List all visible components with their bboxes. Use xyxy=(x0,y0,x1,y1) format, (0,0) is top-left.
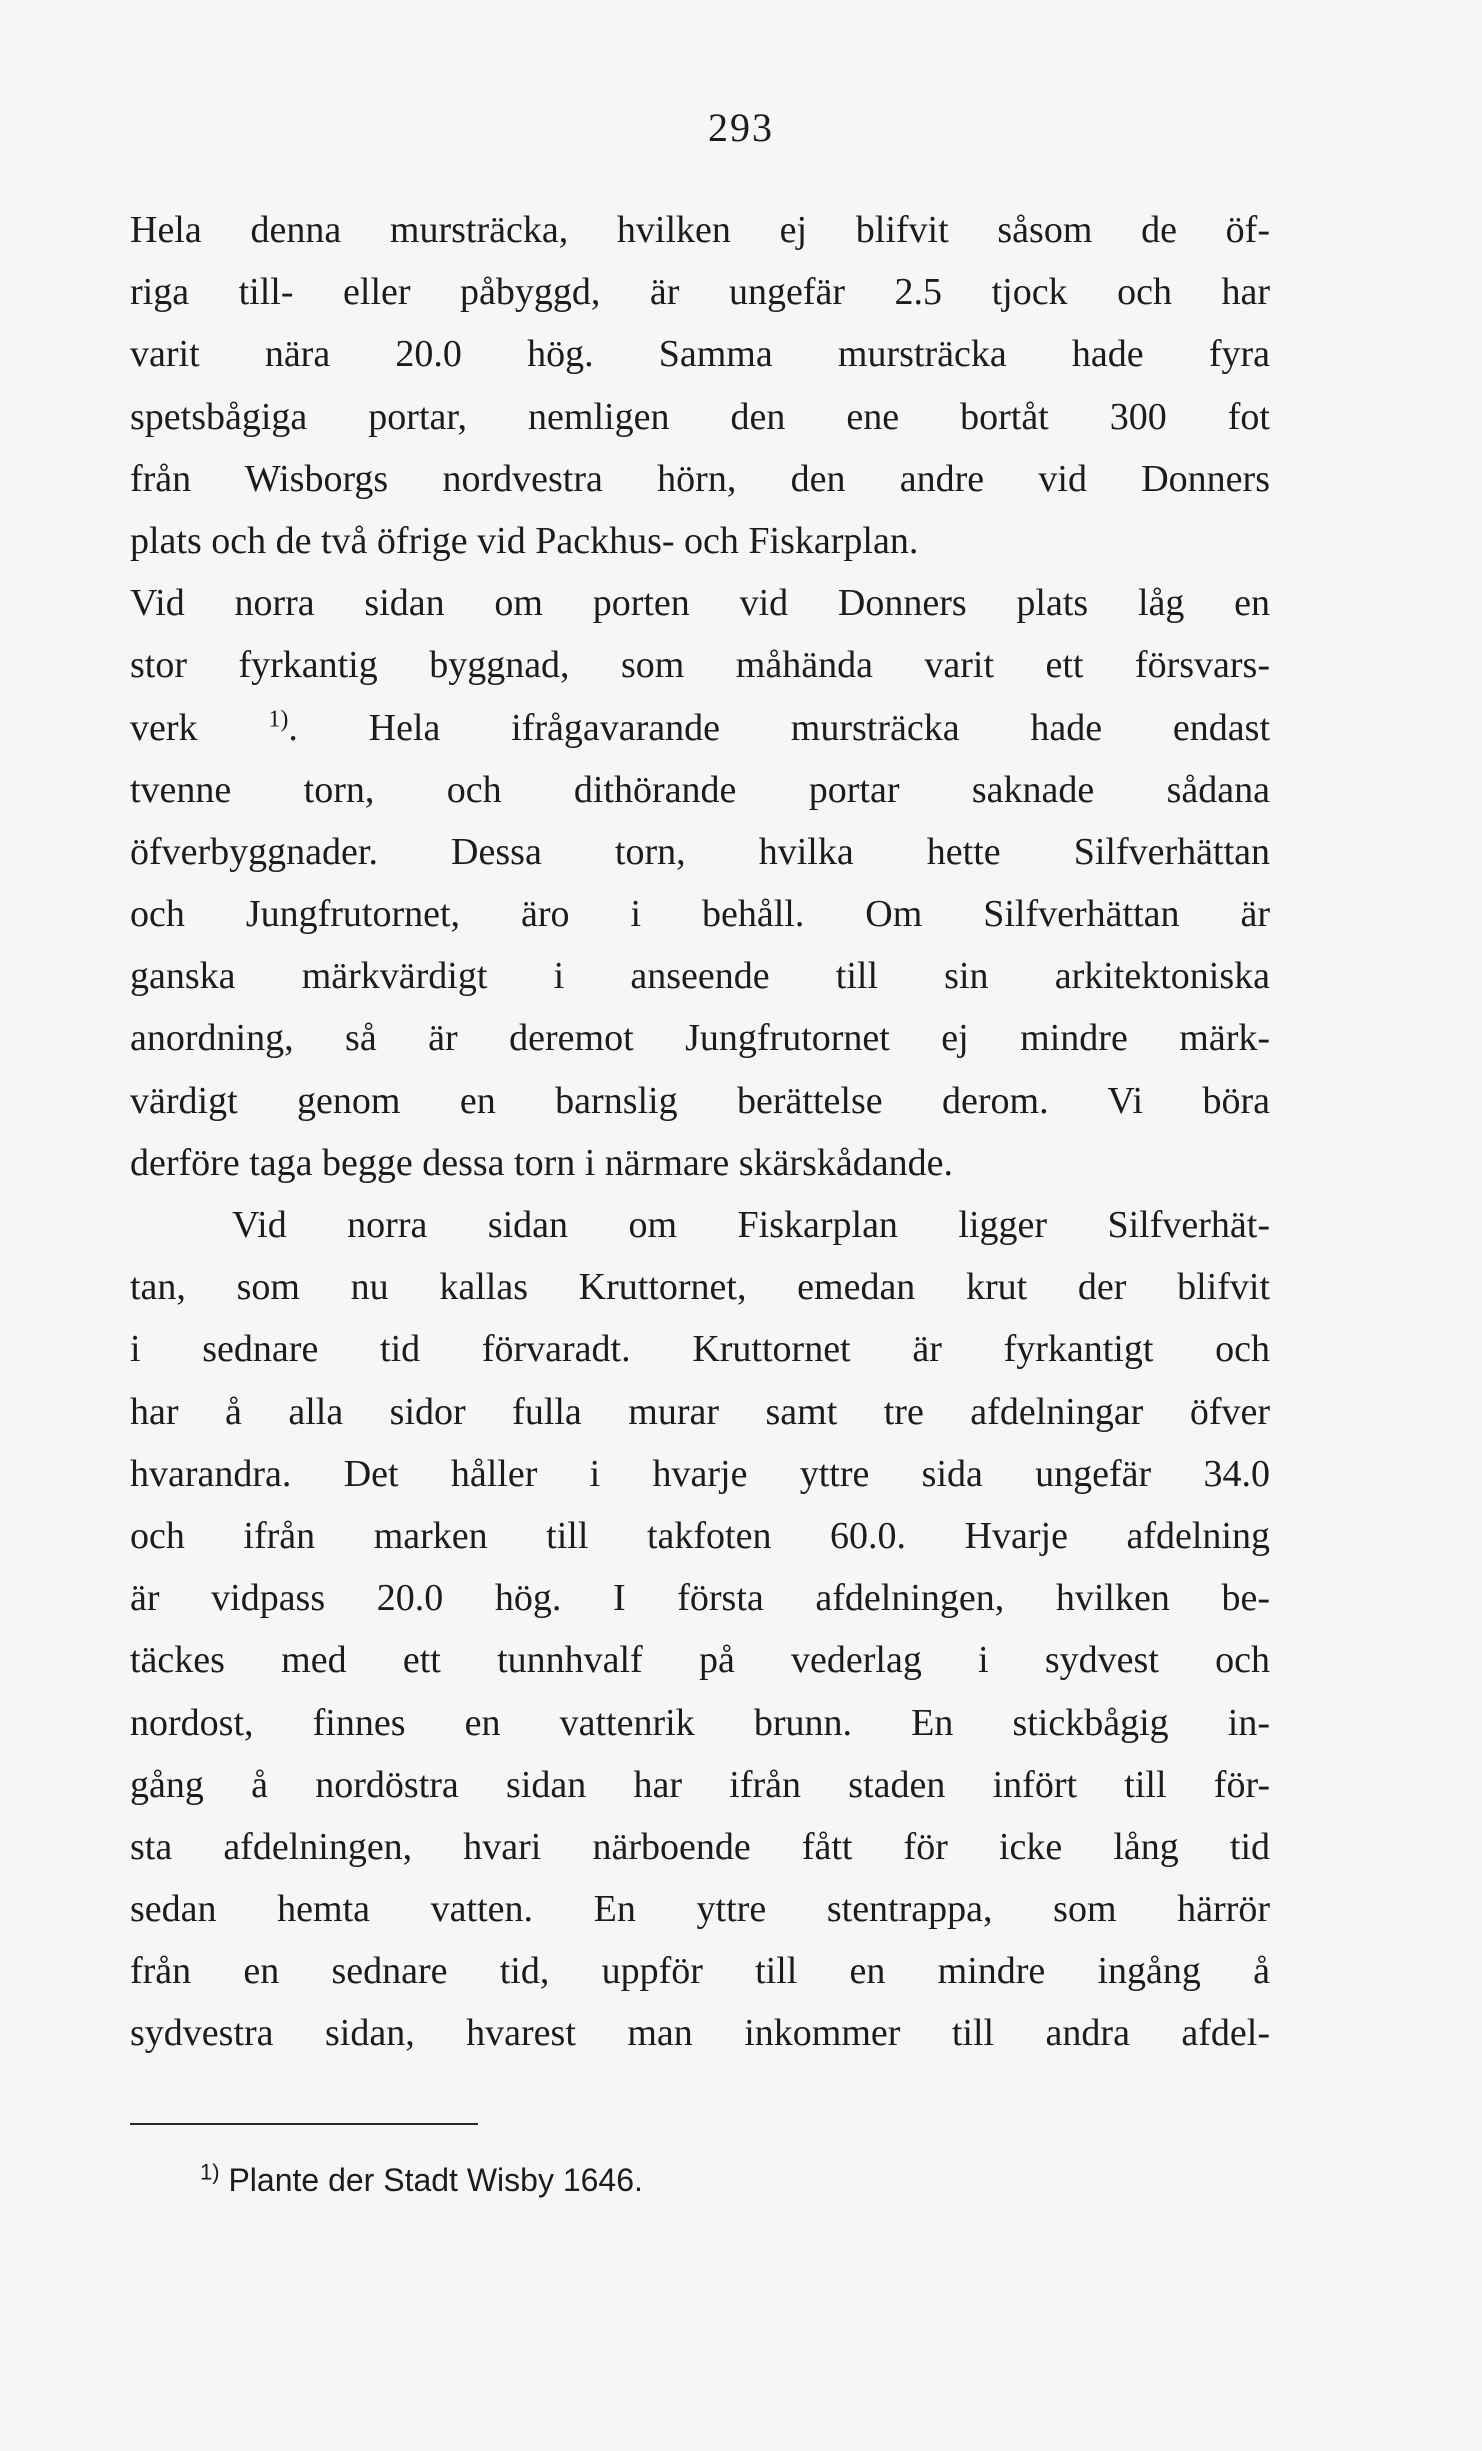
footnote-divider xyxy=(130,2123,478,2125)
text-line: hvarandra. Det håller i hvarje yttre sida ungefär 34.0 xyxy=(130,1452,1270,1495)
text-line: täckes med ett tunnhvalf på vederlag i sydvest och xyxy=(130,1639,1270,1682)
text-line: nordost, finnes en vattenrik brunn. En stickbågig in- xyxy=(130,1701,1270,1744)
text-line: sta afdelningen, hvari närboende fått för icke lång tid xyxy=(130,1825,1270,1868)
text-line: stor fyrkantig byggnad, som måhända varit ett försvars- xyxy=(130,644,1270,687)
text-line: tvenne torn, och dithörande portar saknade sådana xyxy=(130,768,1270,811)
text-line: i sednare tid förvaradt. Kruttornet är fyrkantigt och xyxy=(130,1328,1270,1371)
line-start: verk xyxy=(130,706,198,749)
text-line: riga till- eller påbyggd, är ungefär 2.5 tjock och har xyxy=(130,271,1270,314)
footnote-reference: 1) xyxy=(268,705,289,732)
footnote-marker: 1) xyxy=(200,2159,220,2185)
text-line: varit nära 20.0 hög. Samma mursträcka hade fyra xyxy=(130,333,1270,376)
text-line: värdigt genom en barnslig berättelse derom. Vi böra xyxy=(130,1079,1270,1122)
text-line: tan, som nu kallas Kruttornet, emedan krut der blifvit xyxy=(130,1266,1270,1309)
text-line: från en sednare tid, uppför till en mindre ingång å xyxy=(130,1950,1270,1993)
text-line-with-footnote-ref: verk $^{1)}$. Hela ifrågavarande mursträcka hade endast xyxy=(130,705,1270,749)
paragraph-start-line: Vid norra sidan om Fiskarplan ligger Silfverhät- xyxy=(232,1204,1270,1246)
paragraph-end-line: derföre taga begge dessa torn i närmare skärskådande. xyxy=(130,1141,953,1184)
text-line: spetsbågiga portar, nemligen den ene bortåt 300 fot xyxy=(130,395,1270,438)
footnote xyxy=(200,2160,643,2200)
text-line: Vid norra sidan om porten vid Donners plats låg en xyxy=(130,582,1270,625)
text-line: Hela denna mursträcka, hvilken ej blifvit såsom de öf- xyxy=(130,209,1270,251)
text-line: sedan hemta vatten. En yttre stentrappa, som härrör xyxy=(130,1888,1270,1931)
text-line: gång å nordöstra sidan har ifrån staden infört till för- xyxy=(130,1763,1270,1806)
text-line: anordning, så är deremot Jungfrutornet ej mindre märk- xyxy=(130,1017,1270,1060)
paragraph-end-line: plats och de två öfrige vid Packhus- och Fiskarplan. xyxy=(130,519,919,562)
page-number: 293 xyxy=(708,105,774,150)
body-text xyxy=(130,199,1270,2065)
text-line: öfverbyggnader. Dessa torn, hvilka hette Silfverhättan xyxy=(130,830,1270,873)
text-line: och Jungfrutornet, äro i behåll. Om Silfverhättan är xyxy=(130,893,1270,936)
text-line: ganska märkvärdigt i anseende till sin arkitektoniska xyxy=(130,955,1270,998)
line-rest: Hela ifrågavarande mursträcka hade endast xyxy=(368,706,1270,749)
text-line: sydvestra sidan, hvarest man inkommer till andra afdel- xyxy=(130,2012,1270,2055)
text-line: är vidpass 20.0 hög. I första afdelningen, hvilken be- xyxy=(130,1577,1270,1620)
text-line: har å alla sidor fulla murar samt tre afdelningar öfver xyxy=(130,1390,1270,1433)
footnote-text: Plante der Stadt Wisby 1646. xyxy=(228,2162,643,2198)
text-line: och ifrån marken till takfoten 60.0. Hvarje afdelning xyxy=(130,1514,1270,1557)
text-line: från Wisborgs nordvestra hörn, den andre vid Donners xyxy=(130,457,1270,500)
